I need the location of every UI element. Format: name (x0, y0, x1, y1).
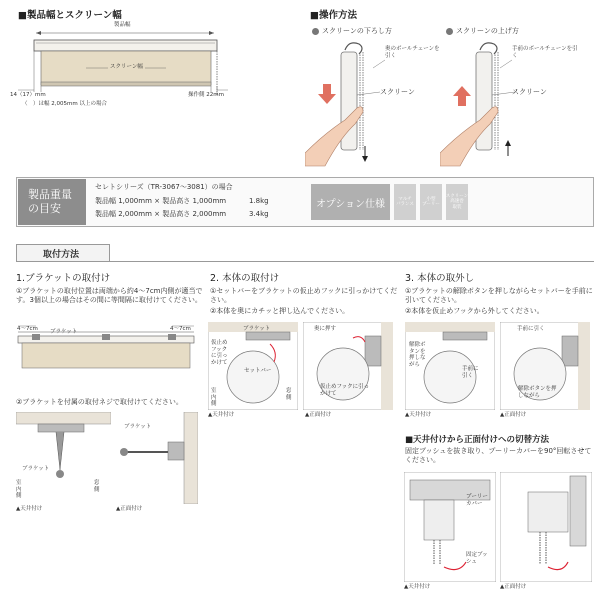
step1-dim-left: 4〜7cm (17, 326, 38, 332)
raise-heading: スクリーンの上げ方 (446, 27, 519, 36)
step1-text2: ②ブラケットを付属の取付ネジで取付けてください。 (16, 398, 183, 406)
option-high-speed: スクリーン 高速巻 取装 (446, 184, 468, 220)
screen-width-label: スクリーン幅 (110, 64, 143, 70)
raise-screen-label: スクリーン (512, 88, 547, 96)
switch-ceiling-caption: ▲天井付け (404, 584, 431, 590)
step1-bracket-position-diagram (16, 322, 196, 372)
step3-pull-label-2: 手前に引く (517, 326, 545, 332)
step1-indoor-1: 室内側 (16, 480, 22, 500)
switch-title: ■天井付けから正面付けへの切替方法 (405, 435, 550, 445)
step1-bracket-label: ブラケット (50, 329, 78, 335)
step3-title: 3. 本体の取外し (405, 273, 475, 284)
operation-side-label: 操作側 22mm (188, 92, 224, 98)
option-multi-balance: マルチ バランス (394, 184, 416, 220)
raise-bullet-icon (446, 28, 453, 35)
left-gap-label: 14（17）mm (10, 92, 46, 98)
step2-ceiling-caption: ▲天井付け (208, 412, 235, 418)
step3-release-label: 解除ボタンを押しながら (409, 342, 426, 368)
operation-title: ■操作方法 (310, 10, 357, 21)
step2-bracket-label: ブラケット (243, 326, 271, 332)
step3-text1: ①ブラケットの解除ボタンを押しながらセットバーを手前に引いてください。 (405, 287, 593, 305)
lower-screen-label: スクリーン (380, 88, 415, 96)
step1-front-caption: ▲正面付け (116, 506, 143, 512)
step2-title: 2. 本体の取付け (210, 273, 280, 284)
lower-heading: スクリーンの下ろし方 (312, 27, 392, 36)
step1-title: 1.ブラケットの取付け (16, 273, 111, 284)
step1-bracket-label-2: ブラケット (22, 466, 50, 472)
option-small-pulley: 小型 プーリー (420, 184, 442, 220)
weight-row-1-value: 1.8kg (249, 197, 269, 205)
step2-setbar-label: セットバー (244, 368, 272, 374)
step1-wall-1: 窓側 (94, 480, 100, 493)
install-tab-rule (16, 261, 594, 262)
switch-text: 固定ブッシュを抜き取り、プーリーカバーを90°回転させてください。 (405, 447, 592, 465)
lower-bullet-icon (312, 28, 319, 35)
switch-front-caption: ▲正面付け (500, 584, 527, 590)
pulley-cover-label: プーリーカバー (466, 494, 488, 507)
install-tab: 取付方法 (16, 244, 110, 262)
step2-front-caption: ▲正面付け (305, 412, 332, 418)
step3-pull-label: 手前に引く (462, 366, 479, 379)
weight-label-box: 製品重量の目安 (18, 179, 86, 225)
weight-row-1-spec: 製品幅 1,000mm × 製品高さ 1,000mm (95, 197, 227, 205)
fixed-bush-label: 固定ブッシュ (466, 552, 488, 565)
step1-text1: ①ブラケットの取付位置は両端から約4〜7cm内側が適当です。3個以上の場合はその間に等間隔に取付けてください。 (16, 287, 203, 305)
product-width-title: ■製品幅とスクリーン幅 (18, 10, 122, 21)
step2-indoor: 室内側 (211, 388, 217, 408)
step1-dim-right: 4〜7cm (170, 326, 191, 332)
step3-release-label-2: 解除ボタンを押しながら (518, 386, 557, 399)
step3-ceiling-caption: ▲天井付け (405, 412, 432, 418)
switch-front-illustration (500, 472, 592, 582)
step1-bracket-label-3: ブラケット (124, 424, 152, 430)
step2-text1: ①セットバーをブラケットの仮止めフックに引っかけてください。 (210, 287, 398, 305)
weight-row-2-spec: 製品幅 2,000mm × 製品高さ 2,000mm (95, 210, 227, 218)
product-width-label: 製品幅 (114, 22, 131, 28)
step2-text2: ②本体を奥にカチッと押し込んでください。 (210, 307, 350, 315)
step3-front-caption: ▲正面付け (500, 412, 527, 418)
lower-chain-label: 奥のボールチェーンを引く (385, 46, 440, 59)
switch-ceiling-illustration (404, 472, 496, 582)
weight-row-2-value: 3.4kg (249, 210, 269, 218)
step3-text2: ②本体を仮止めフックから外してください。 (405, 307, 544, 315)
options-label-box: オプション仕様 (311, 184, 390, 220)
step2-wall: 窓側 (286, 388, 292, 401)
step2-hook-label-2: 仮止めフックに引っかけて (320, 384, 370, 397)
raise-chain-label: 手前のボールチェーンを引く (512, 46, 578, 59)
step1-ceiling-caption: ▲天井付け (16, 506, 43, 512)
product-width-note: （ ）は幅 2,005mm 以上の場合 (22, 101, 107, 107)
step2-push-label: 奥に押す (314, 326, 337, 332)
step2-hook-label: 仮止めフックに引っかけて (211, 340, 228, 366)
weight-series: セレトシリーズ（TR-3067〜3081）の場合 (95, 183, 233, 191)
